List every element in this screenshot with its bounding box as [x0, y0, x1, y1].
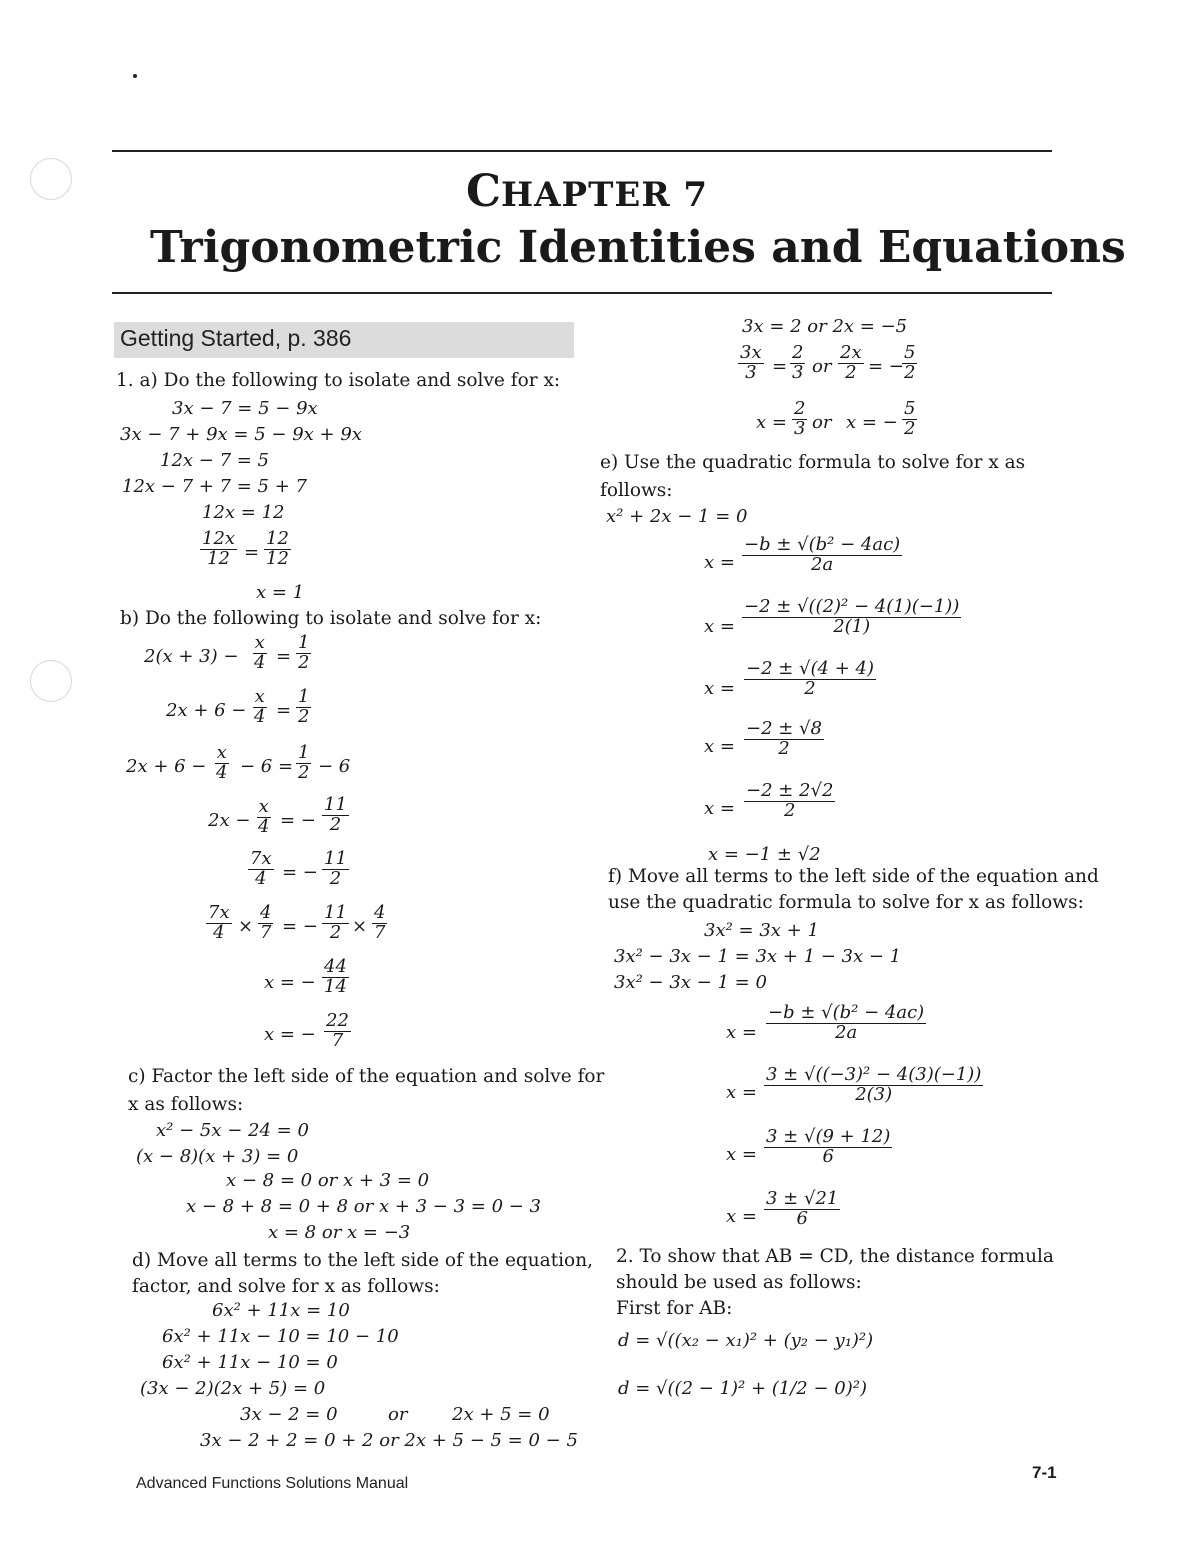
a-step-6-left: $\frac{12x}{12}$: [202, 528, 236, 569]
b-step-3-pre: 2x + 6 −: [126, 756, 207, 777]
e-step-2-frac: $\frac{\text{−2 ± √((2)² − 4(1)(−1))}}{2(1)}$: [744, 596, 960, 637]
q1c-intro-2: x as follows:: [128, 1094, 244, 1115]
a-step-2: 3x − 7 + 9x = 5 − 9x + 9x: [120, 424, 362, 445]
b-step-3-rhs: $\frac{1}{2}$: [298, 742, 310, 783]
c-step-2: (x − 8)(x + 3) = 0: [136, 1146, 299, 1167]
e-step-1-frac: $\frac{\text{−b ± √(b² − 4ac)}}{2a}$: [744, 534, 901, 575]
b-step-1-pre: 2(x + 3) −: [144, 646, 239, 667]
b-step-5-lhs: $\frac{7x}{4}$: [250, 848, 272, 889]
c-step-5: x = 8 or x = −3: [268, 1222, 411, 1243]
b-step-1-rhs: $\frac{1}{2}$: [298, 632, 310, 673]
d-step-6: 3x − 2 + 2 = 0 + 2 or 2x + 5 − 5 = 0 − 5: [200, 1430, 578, 1451]
d-cont-2-eq1: =: [772, 356, 788, 377]
e-step-5-frac: $\frac{-2 \pm 2√2}{2}$: [746, 780, 834, 821]
b-step-6-frac-3: $\frac{4}{7}$: [374, 902, 386, 943]
e-step-6: x = −1 ± √2: [708, 844, 821, 865]
punch-hole-top: [30, 158, 72, 200]
q1d-intro-2: factor, and solve for x as follows:: [132, 1276, 440, 1297]
d-cont-1: 3x = 2 or 2x = −5: [742, 316, 908, 337]
a-step-7: x = 1: [256, 582, 305, 603]
d-step-5c: 2x + 5 = 0: [452, 1404, 550, 1425]
f-step-5-x: x =: [726, 1082, 757, 1103]
speck: [133, 74, 137, 78]
b-step-6-times-2: ×: [352, 916, 368, 937]
d-step-5a: 3x − 2 = 0: [240, 1404, 338, 1425]
e-step-3-frac: $\frac{-2 \pm √(4 + 4)}{2}$: [746, 658, 875, 699]
c-step-3: x − 8 = 0 or x + 3 = 0: [226, 1170, 430, 1191]
b-step-2-pre: 2x + 6 −: [166, 700, 247, 721]
b-step-8-pre: x = −: [264, 1024, 316, 1045]
f-step-6-frac: $\frac{3 \pm √(9 + 12)}{6}$: [766, 1126, 891, 1167]
q1b-intro: b) Do the following to isolate and solve for x:: [120, 608, 542, 629]
d-cont-3-x: x =: [756, 412, 787, 433]
a-step-1: 3x − 7 = 5 − 9x: [172, 398, 318, 419]
f-step-1: 3x² = 3x + 1: [704, 920, 819, 941]
b-step-6-frac-1: $\frac{4}{7}$: [260, 902, 272, 943]
a-step-4: 12x − 7 + 7 = 5 + 7: [122, 476, 307, 497]
d-cont-2-f1: $\frac{3x}{3}$: [740, 342, 762, 383]
d-cont-2-or: or: [812, 356, 832, 377]
b-step-6-times-1: ×: [238, 916, 254, 937]
f-step-2: 3x² − 3x − 1 = 3x + 1 − 3x − 1: [614, 946, 902, 967]
e-step-0: x² + 2x − 1 = 0: [606, 506, 748, 527]
punch-hole-bottom: [30, 660, 72, 702]
b-step-3-post: − 6: [318, 756, 351, 777]
b-step-2-rhs: $\frac{1}{2}$: [298, 686, 310, 727]
e-step-3-x: x =: [704, 678, 735, 699]
b-step-4-eq: = −: [280, 810, 316, 831]
d-step-5b: or: [388, 1404, 408, 1425]
subject-title: Trigonometric Identities and Equations: [150, 222, 1126, 273]
d-cont-3-f1: $\frac{2}{3}$: [794, 398, 806, 439]
b-step-4-pre: 2x −: [208, 810, 251, 831]
a-step-3: 12x − 7 = 5: [160, 450, 270, 471]
q1d-intro-1: d) Move all terms to the left side of the equation,: [132, 1250, 593, 1271]
f-step-5-frac: $\frac{\text{3 ± √((−3)² − 4(3)(−1))}}{2(3)}$: [766, 1064, 982, 1105]
d-cont-2-eq2: = −: [868, 356, 904, 377]
section-label: Getting Started, p. 386: [120, 325, 352, 351]
f-step-7-x: x =: [726, 1206, 757, 1227]
b-step-1-eq: =: [276, 646, 292, 667]
e-step-2-x: x =: [704, 616, 735, 637]
b-step-7-pre: x = −: [264, 972, 316, 993]
b-step-2-frac: $\frac{x}{4}$: [254, 686, 266, 727]
title-rule: [112, 292, 1052, 294]
b-step-1-frac: $\frac{x}{4}$: [254, 632, 266, 673]
b-step-6-frac-2: $\frac{11}{2}$: [324, 902, 347, 943]
b-step-5-eq: = −: [282, 862, 318, 883]
b-step-3-frac: $\frac{x}{4}$: [216, 742, 228, 783]
d-cont-2-f2: $\frac{2}{3}$: [792, 342, 804, 383]
d-cont-2-f4: $\frac{5}{2}$: [904, 342, 916, 383]
q2-distance-formula: d = √((x₂ − x₁)² + (y₂ − y₁)²): [618, 1330, 874, 1351]
b-step-6-lhs: $\frac{7x}{4}$: [208, 902, 230, 943]
b-step-4-frac: $\frac{x}{4}$: [258, 796, 270, 837]
b-step-4-rhs: $\frac{11}{2}$: [324, 794, 347, 835]
b-step-3-mid: − 6 =: [240, 756, 294, 777]
d-step-2: 6x² + 11x − 10 = 10 − 10: [162, 1326, 399, 1347]
a-step-5: 12x = 12: [202, 502, 285, 523]
e-step-5-x: x =: [704, 798, 735, 819]
q1f-intro-1: f) Move all terms to the left side of the equation and: [608, 866, 1099, 887]
q2-first: First for AB:: [616, 1298, 733, 1319]
e-step-1-x: x =: [704, 552, 735, 573]
b-step-8-frac: $\frac{22}{7}$: [326, 1010, 349, 1051]
f-step-3: 3x² − 3x − 1 = 0: [614, 972, 767, 993]
b-step-7-frac: $\frac{44}{14}$: [324, 956, 347, 997]
q1c-intro-1: c) Factor the left side of the equation and solve for: [128, 1066, 605, 1087]
page-number: 7-1: [1032, 1463, 1057, 1482]
d-step-1: 6x² + 11x = 10: [212, 1300, 350, 1321]
chapter-label: CHAPTER 7: [466, 166, 709, 217]
b-step-5-rhs: $\frac{11}{2}$: [324, 848, 347, 889]
a-step-6-right: $\frac{12}{12}$: [266, 528, 289, 569]
d-cont-2-f3: $\frac{2x}{2}$: [840, 342, 862, 383]
c-step-4: x − 8 + 8 = 0 + 8 or x + 3 − 3 = 0 − 3: [186, 1196, 542, 1217]
q1a-intro: 1. a) Do the following to isolate and solve for x:: [116, 370, 561, 391]
f-step-4-frac: $\frac{\text{−b ± √(b² − 4ac)}}{2a}$: [768, 1002, 925, 1043]
d-cont-3-x2: x = −: [846, 412, 898, 433]
f-step-6-x: x =: [726, 1144, 757, 1165]
q1e-intro-1: e) Use the quadratic formula to solve for x as: [600, 452, 1026, 473]
c-step-1: x² − 5x − 24 = 0: [156, 1120, 309, 1141]
e-step-4-frac: $\frac{-2 \pm √8}{2}$: [746, 718, 822, 759]
e-step-4-x: x =: [704, 736, 735, 757]
b-step-6-eq: = −: [282, 916, 318, 937]
d-step-3: 6x² + 11x − 10 = 0: [162, 1352, 338, 1373]
q2-intro-2: should be used as follows:: [616, 1272, 862, 1293]
a-step-6-eq: =: [244, 542, 260, 563]
q2-intro-1: 2. To show that AB = CD, the distance formula: [616, 1246, 1054, 1267]
q1e-intro-2: follows:: [600, 480, 673, 501]
section-band: [114, 322, 574, 358]
b-step-2-eq: =: [276, 700, 292, 721]
q2-distance-sub: d = √((2 − 1)² + (1/2 − 0)²): [618, 1378, 867, 1399]
top-rule: [112, 150, 1052, 152]
q1f-intro-2: use the quadratic formula to solve for x as follows:: [608, 892, 1084, 913]
footer-book-title: Advanced Functions Solutions Manual: [136, 1475, 409, 1492]
f-step-4-x: x =: [726, 1022, 757, 1043]
f-step-7-frac: $\frac{3 \pm √21}{6}$: [766, 1188, 839, 1229]
d-cont-3-f2: $\frac{5}{2}$: [904, 398, 916, 439]
d-step-4: (3x − 2)(2x + 5) = 0: [140, 1378, 326, 1399]
d-cont-3-or: or: [812, 412, 832, 433]
